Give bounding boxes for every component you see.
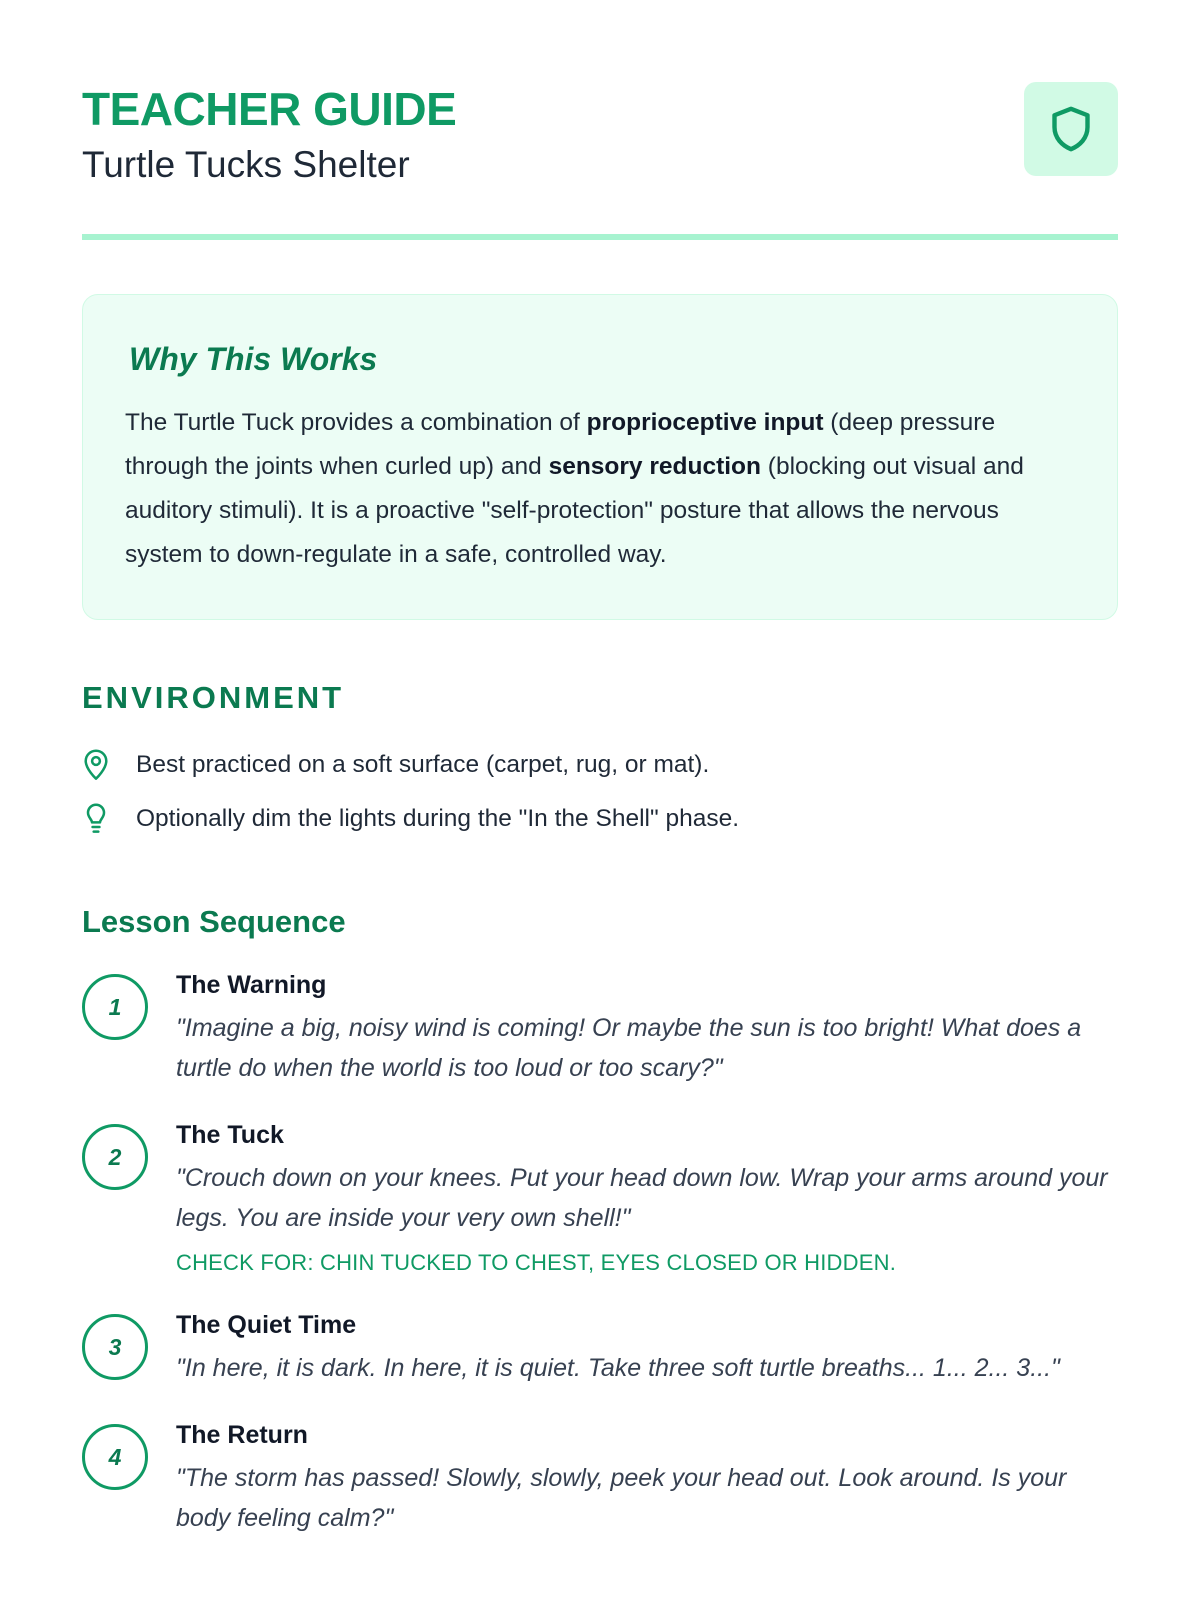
step-number-circle: 4 — [82, 1424, 148, 1490]
step-number-circle: 3 — [82, 1314, 148, 1380]
environment-item-text: Optionally dim the lights during the "In the Shell" phase. — [136, 805, 740, 832]
environment-item — [82, 738, 1118, 792]
map-pin-icon — [82, 748, 110, 782]
environment-item-text: Best practiced on a soft surface (carpet, rug, or mat). — [136, 751, 710, 778]
environment-heading: ENVIRONMENT — [82, 680, 345, 715]
step-title: The Tuck — [176, 1121, 284, 1149]
why-text-2: (deep pressure through the joints when curled up) and — [125, 409, 996, 480]
lesson-step — [82, 1308, 1118, 1388]
lesson-step — [82, 1118, 1118, 1278]
step-title: The Warning — [176, 971, 327, 999]
shield-icon — [1049, 105, 1093, 153]
guide-title: Turtle Tucks Shelter — [82, 144, 410, 185]
environment-item — [82, 792, 1118, 846]
step-title: The Quiet Time — [176, 1311, 357, 1339]
step-number-circle: 1 — [82, 974, 148, 1040]
step-check-note: CHECK FOR: CHIN TUCKED TO CHEST, EYES CLOSED OR HIDDEN. — [176, 1250, 897, 1275]
lesson-step — [82, 1418, 1118, 1538]
lesson-steps — [82, 968, 1118, 1538]
why-bold-proprioceptive: proprioceptive input — [586, 409, 824, 436]
environment-list — [82, 738, 1118, 846]
guide-header — [82, 0, 1118, 240]
shield-badge — [1024, 82, 1118, 176]
step-number-circle: 2 — [82, 1124, 148, 1190]
step-quote: "Crouch down on your knees. Put your head down low. Wrap your arms around your legs. You are inside your very own shell!" — [176, 1164, 1108, 1232]
why-bold-sensory: sensory reduction — [548, 453, 761, 480]
why-this-works-panel — [82, 294, 1118, 620]
step-quote: "In here, it is dark. In here, it is quiet. Take three soft turtle breaths... 1... 2... 3..." — [176, 1354, 1060, 1382]
step-quote: "The storm has passed! Slowly, slowly, peek your head out. Look around. Is your body feeling calm?" — [176, 1464, 1067, 1532]
why-text-3: (blocking out visual and auditory stimuli). It is a proactive "self-protection" posture that allows the nervous system to down-regulate in a safe, controlled way. — [125, 453, 1024, 568]
lesson-step — [82, 968, 1118, 1088]
lesson-sequence-heading: Lesson Sequence — [82, 904, 346, 939]
step-quote: "Imagine a big, noisy wind is coming! Or maybe the sun is too bright! What does a turtle do when the world is too loud or too scary?" — [176, 1014, 1082, 1082]
why-body — [125, 401, 1075, 577]
why-text-1: The Turtle Tuck provides a combination of — [125, 409, 587, 436]
lightbulb-icon — [82, 802, 110, 836]
guide-label: TEACHER GUIDE — [82, 83, 457, 135]
step-title: The Return — [176, 1421, 308, 1449]
why-heading: Why This Works — [129, 341, 378, 377]
